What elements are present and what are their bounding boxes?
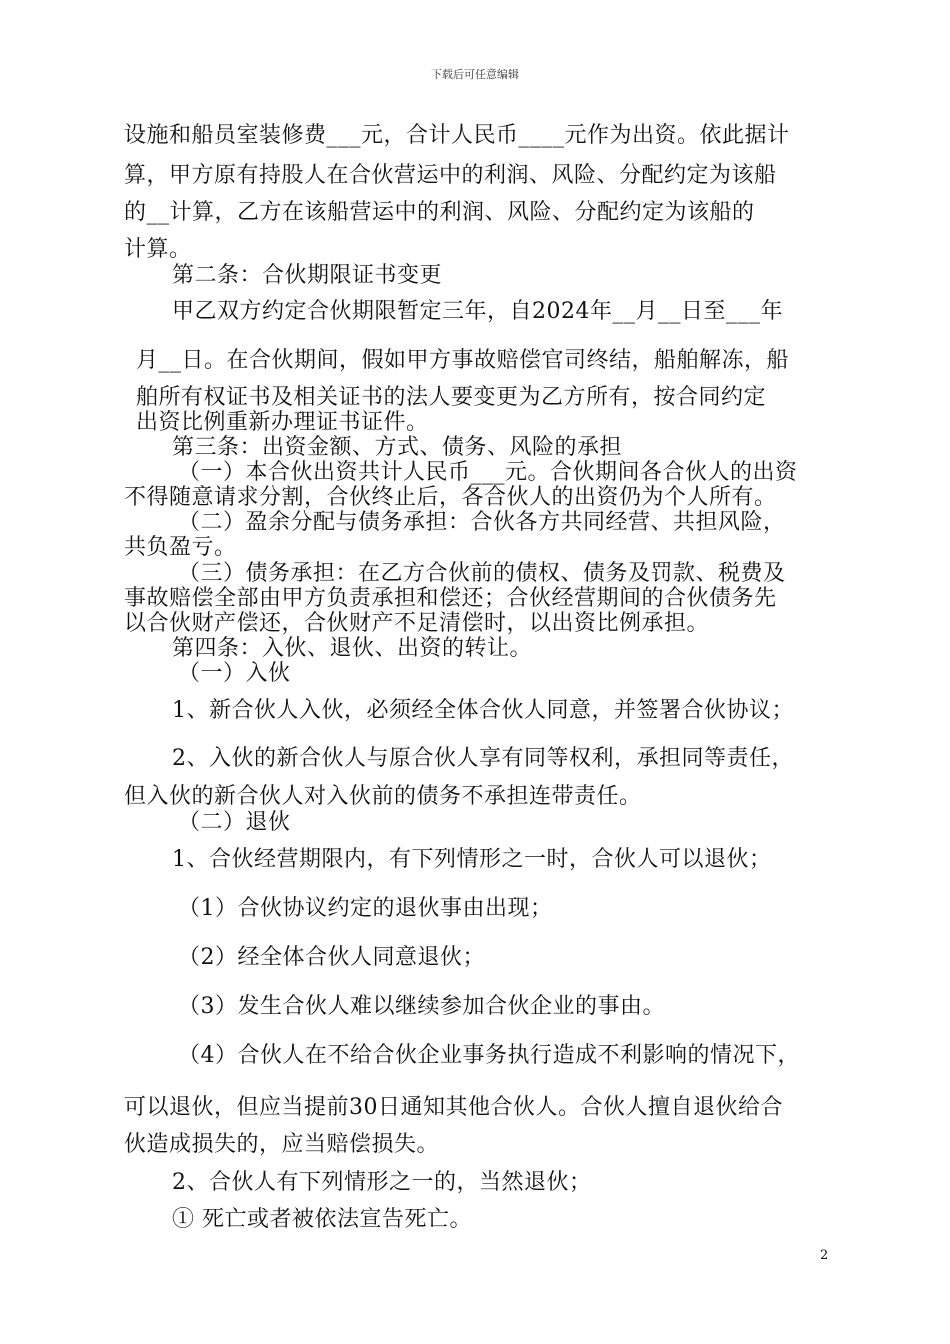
list-item: （1）合伙协议约定的退伙事由出现； [178, 896, 553, 921]
text-line: 设施和船员室装修费___元，合计人民币____元作为出资。依此据计 [124, 123, 790, 148]
text-line: 2、合伙人有下列情形之一的，当然退伙； [172, 1170, 592, 1195]
text-line: 共负盈亏。 [124, 535, 237, 560]
text-line: （三）债务承担：在乙方合伙前的债权、债务及罚款、税费及 [178, 561, 786, 586]
text-line: 月__日。在合伙期间，假如甲方事故赔偿官司终结，船舶解冻，船 [136, 348, 790, 373]
text-line: 2、入伙的新合伙人与原合伙人享有同等权利，承担同等责任， [172, 746, 794, 771]
text-line: 伙造成损失的，应当赔偿损失。 [124, 1132, 440, 1157]
text-line: 不得随意请求分割，合伙终止后，各合伙人的出资仍为个人所有。 [124, 485, 777, 510]
text-line: （一）本合伙出资共计人民币___元。合伙期间各合伙人的出资 [178, 460, 798, 485]
page-header: 下载后可任意编辑 [431, 68, 519, 81]
text-line: 舶所有权证书及相关证书的法人要变更为乙方所有，按合同约定 [136, 385, 767, 410]
page-number: 2 [820, 1248, 829, 1263]
text-line: 事故赔偿全部由甲方负责承担和偿还；合伙经营期间的合伙债务先 [124, 586, 777, 611]
text-line: （二）盈余分配与债务承担：合伙各方共同经营、共担风险， [178, 510, 786, 535]
text-line: 甲乙双方约定合伙期限暂定三年，自2024年__月__日至___年 [172, 299, 783, 324]
text-line: 但入伙的新合伙人对入伙前的债务不承担连带责任。 [124, 784, 642, 809]
subsection-heading: （一）入伙 [178, 661, 291, 686]
text-line: 以合伙财产偿还，合伙财产不足清偿时，以出资比例承担。 [124, 611, 710, 636]
text-line: 出资比例重新办理证书证件。 [136, 410, 429, 435]
text-line: 1、合伙经营期限内，有下列情形之一时，合伙人可以退伙； [172, 847, 772, 872]
text-line: 可以退伙，但应当提前30日通知其他合伙人。合伙人擅自退伙给合 [124, 1095, 783, 1120]
text-line: 计算。 [124, 237, 192, 262]
text-line: 1、新合伙人入伙，必须经全体合伙人同意，并签署合伙协议； [172, 698, 794, 723]
list-item: （3）发生合伙人难以继续参加合伙企业的事由。 [178, 994, 665, 1019]
subsection-heading: （二）退伙 [178, 810, 291, 835]
section-heading: 第四条：入伙、退伙、出资的转让。 [172, 636, 533, 661]
section-heading: 第二条：合伙期限证书变更 [172, 263, 443, 288]
text-line: 的__计算，乙方在该船营运中的利润、风险、分配约定为该船的 [124, 200, 755, 225]
list-item: （4）合伙人在不给合伙企业事务执行造成不利影响的情况下， [178, 1043, 800, 1068]
text-line: 算，甲方原有持股人在合伙营运中的利润、风险、分配约定为该船 [124, 163, 777, 188]
list-item: （2）经全体合伙人同意退伙； [178, 945, 485, 970]
list-item: ① 死亡或者被依法宣告死亡。 [172, 1207, 472, 1232]
section-heading: 第三条：出资金额、方式、债务、风险的承担 [172, 435, 623, 460]
